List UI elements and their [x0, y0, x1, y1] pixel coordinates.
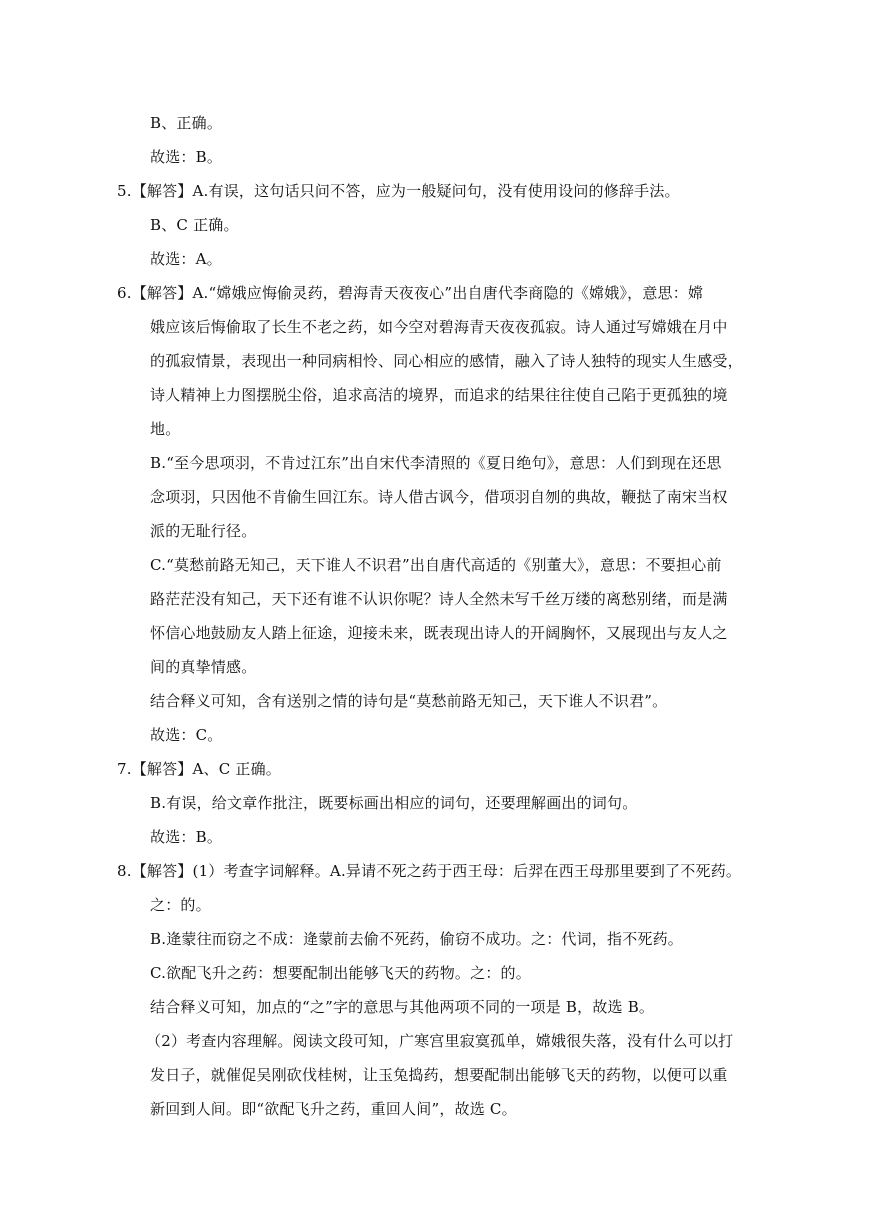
text-line: C.欲配飞升之药：想要配制出能够飞天的药物。之：的。 — [150, 964, 531, 982]
text-line: 发日子，就催促吴刚砍伐桂树，让玉兔捣药，想要配制出能够飞天的药物，以便可以重 — [150, 1066, 728, 1084]
text-line: 间的真挚情感。 — [150, 658, 257, 676]
text-line: 的孤寂情景，表现出一种同病相怜、同心相应的感情，融入了诗人独特的现实人生感受， — [150, 352, 743, 370]
text-line: 怀信心地鼓励友人踏上征途，迎接未来，既表现出诗人的开阔胸怀，又展现出与友人之 — [150, 624, 728, 642]
text-line: B、正确。 — [150, 114, 223, 132]
text-line: 结合释义可知，加点的“之”字的意思与其他两项不同的一项是 B，故选 B。 — [150, 998, 655, 1016]
text-line: 故选：B。 — [150, 148, 223, 166]
text-line: 念项羽，只因他不肯偷生回江东。诗人借古讽今，借项羽自刎的典故，鞭挞了南宋当权 — [150, 488, 728, 506]
text-line: 故选：B。 — [150, 828, 223, 846]
text-line: 路茫茫没有知己，天下还有谁不认识你呢？诗人全然未写千丝万缕的离愁别绪，而是满 — [150, 590, 728, 608]
text-line: B、C 正确。 — [150, 216, 239, 234]
text-line: B.有误，给文章作批注，既要标画出相应的词句，还要理解画出的词句。 — [150, 794, 638, 812]
answer-5-line: 5.【解答】A.有误，这句话只问不答，应为一般疑问句，没有使用设问的修辞手法。 — [117, 182, 680, 200]
answer-8-line: 8.【解答】(1）考查字词解释。A.异请不死之药于西王母：后羿在西王母那里要到了不死药。 — [117, 862, 742, 880]
answer-7-line: 7.【解答】A、C 正确。 — [117, 760, 281, 778]
text-line: B.逄蒙往而窃之不成：逄蒙前去偷不死药，偷窃不成功。之：代词，指不死药。 — [150, 930, 683, 948]
text-line: （2）考查内容理解。阅读文段可知，广寒宫里寂寞孤单，嫦娥很失落，没有什么可以打 — [146, 1032, 734, 1050]
text-line: 结合释义可知，含有送别之情的诗句是“莫愁前路无知己，天下谁人不识君”。 — [150, 692, 668, 710]
answer-6-line: 6.【解答】A.“嫦娥应悔偷灵药，碧海青天夜夜心”出自唐代李商隐的《嫦娥》，意思：嫦 — [117, 284, 704, 302]
text-line: 娥应该后悔偷取了长生不老之药，如今空对碧海青天夜夜孤寂。诗人通过写嫦娥在月中 — [150, 318, 728, 336]
text-line: 之：的。 — [150, 896, 211, 914]
text-line: C.“莫愁前路无知己，天下谁人不识君”出自唐代高适的《别董大》，意思：不要担心前 — [150, 556, 722, 574]
text-line: 地。 — [150, 420, 181, 438]
text-line: 诗人精神上力图摆脱尘俗，追求高洁的境界，而追求的结果往往使自己陷于更孤独的境 — [150, 386, 728, 404]
text-line: 故选：C。 — [150, 726, 223, 744]
text-line: 故选：A。 — [150, 250, 222, 268]
text-line: 派的无耻行径。 — [150, 522, 257, 540]
text-line: B.“至今思项羽，不肯过江东”出自宋代李清照的《夏日绝句》，意思：人们到现在还思 — [150, 454, 722, 472]
text-line: 新回到人间。即“欲配飞升之药，重回人间”，故选 C。 — [150, 1100, 517, 1118]
